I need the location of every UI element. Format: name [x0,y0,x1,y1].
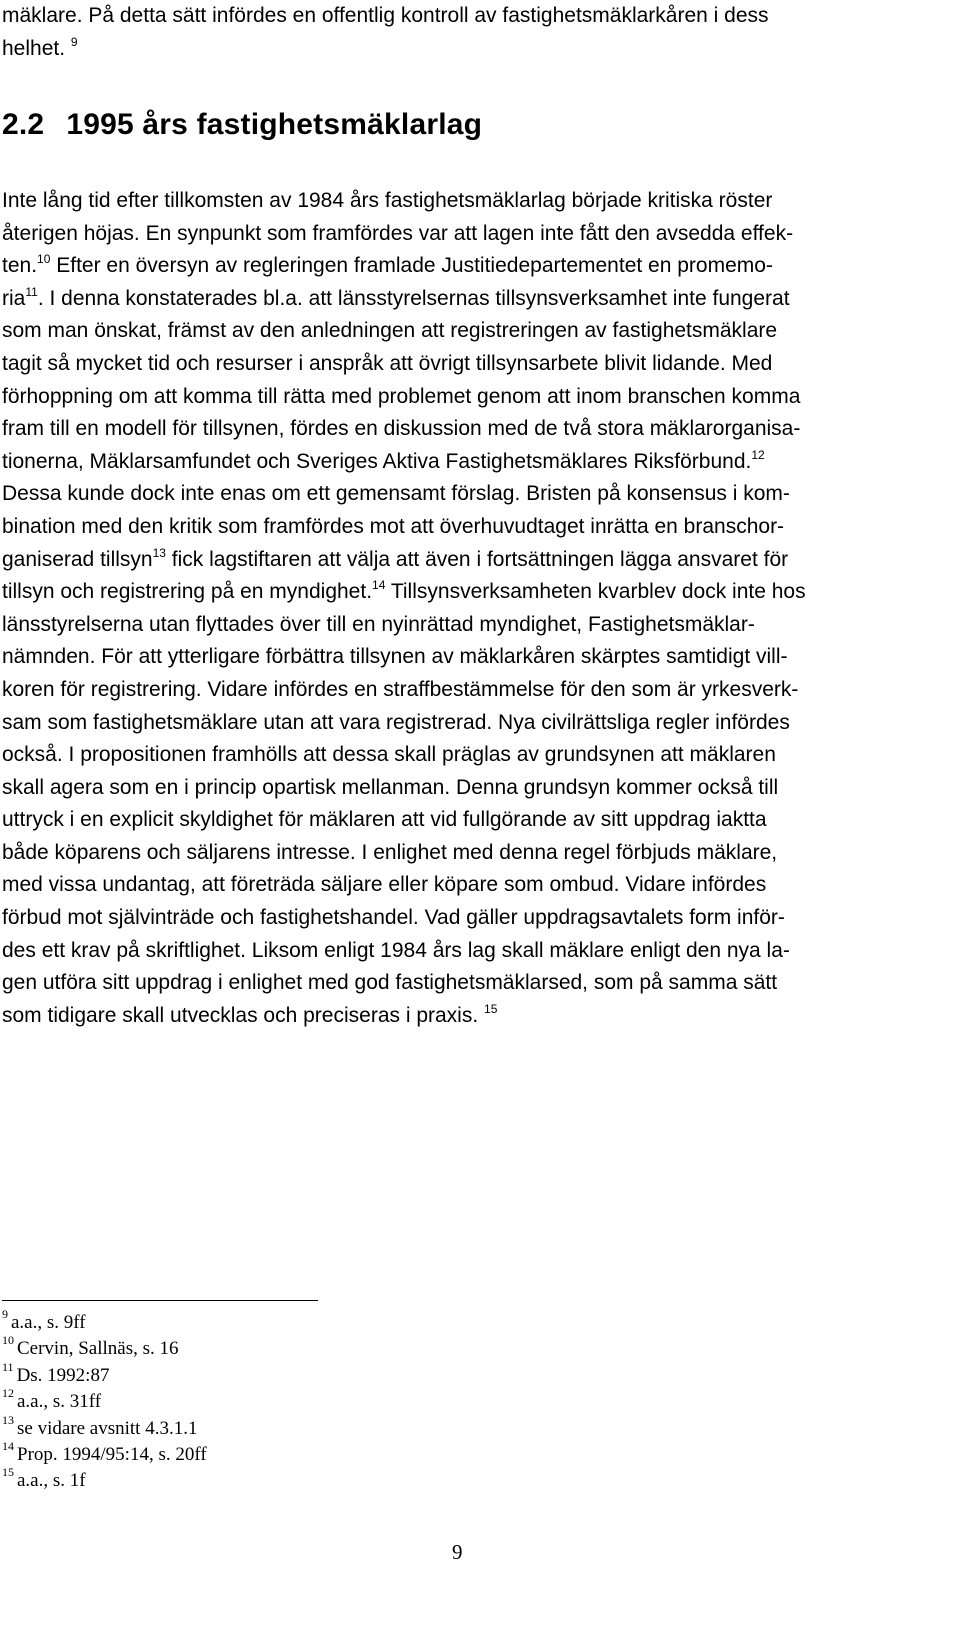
text-line: koren för registrering. Vidare infördes en straffbestämmelse för den som är yrkesverk- [2,677,799,701]
footnote-number: 12 [2,1386,14,1401]
footnote [2,1359,207,1389]
text-line: ganiserad tillsyn$^{13}$ fick lagstiftaren att välja att även i fortsättningen lägga ansvaret för [2,545,789,571]
footnote-text: Prop. 1994/95:14, s. 20ff [17,1444,207,1466]
footnote-text: Cervin, Sallnäs, s. 16 [17,1338,179,1360]
text-line: sam som fastighetsmäklare utan att vara registrerad. Nya civilrättsliga regler infördes [2,710,790,734]
text-line: återigen höjas. En synpunkt som framfördes var att lagen inte fått den avsedda effek- [2,221,794,245]
text-line: mäklare. På detta sätt infördes en offentlig kontroll av fastighetsmäklarkåren i dess [2,4,769,27]
footnote-number: 14 [2,1439,14,1454]
footnote-text: a.a., s. 31ff [17,1391,102,1413]
footnote [2,1307,207,1336]
footnote-ref[interactable]: 14 [372,578,386,593]
text-line: gen utföra sitt uppdrag i enlighet med god fastighetsmäklarsed, som på samma sätt [2,971,778,995]
footnote [2,1333,207,1362]
footnote-number: 11 [2,1359,14,1374]
text-line: tagit så mycket tid och resurser i anspråk att övrigt tillsynsarbete blivit lidande. Med [2,351,773,375]
text-line: tionerna, Mäklarsamfundet och Sveriges Aktiva Fastighetsmäklares Riksförbund.$^{12}$ [2,447,765,473]
text-line: nämnden. För att ytterligare förbättra tillsynen av mäklarkåren skärptes samtidigt vill- [2,645,788,669]
footnotes-list [2,1307,207,1495]
footnote-ref[interactable]: 9 [70,34,78,49]
footnote-number: 10 [2,1333,14,1348]
text-line: förbud mot självinträde och fastighetshandel. Vad gäller uppdragsavtalets form inför- [2,906,785,930]
text-line: också. I propositionen framhölls att dessa skall präglas av grundsynen att mäklaren [2,743,776,767]
footnote-text: a.a., s. 1f [17,1470,86,1492]
footnote-text: a.a., s. 9ff [11,1312,86,1333]
intro-text [2,0,769,65]
text-line: som tidigare skall utvecklas och preciseras i praxis. $^{15}$ [2,1001,498,1027]
footnote-ref[interactable]: 12 [751,447,765,462]
text-line: ria$^{11}$. I denna konstaterades bl.a. att länsstyrelsernas tillsynsverksamhet inte fungerat [2,284,790,310]
footnote [2,1465,207,1494]
footnote-number: 15 [2,1465,14,1480]
footnote-number: 9 [2,1307,8,1321]
text-line: uttryck i en explicit skyldighet för mäklaren att vid fullgörande av sitt uppdrag iaktta [2,808,767,832]
body-paragraph [2,185,806,1032]
text-line: både köparens och säljarens intresse. I enlighet med denna regel förbjuds mäklare, [2,840,778,864]
text-line: med vissa undantag, att företräda säljare eller köpare som ombud. Vidare infördes [2,873,767,897]
text-line: helhet. $^9$ [2,34,78,60]
footnote-ref[interactable]: 11 [25,284,38,299]
text-line: tillsyn och registrering på en myndighet.$^{14}$ Tillsynsverksamheten kvarblev dock inte hos [2,578,806,604]
footnote [2,1386,207,1415]
text-line: bination med den kritik som framfördes mot att överhuvudtaget inrätta en branschor- [2,514,785,538]
text-line: Inte lång tid efter tillkomsten av 1984 års fastighetsmäklarlag började kritiska röster [2,189,773,212]
footnote-ref[interactable]: 15 [484,1001,498,1016]
footnote [2,1412,207,1442]
footnote-separator [2,1300,318,1301]
text-line: Dessa kunde dock inte enas om ett gemensamt förslag. Bristen på konsensus i kom- [2,482,790,506]
footnote-ref[interactable]: 13 [152,545,166,560]
footnote-text: se vidare avsnitt 4.3.1.1 [17,1417,198,1439]
section-title: 1995 års fastighetsmäklarlag [66,108,483,141]
section-number: 2.2 [2,108,45,141]
footnote-text: Ds. 1992:87 [16,1364,110,1386]
footnote-number: 13 [2,1412,14,1427]
section-heading [2,108,482,142]
text-line: som man önskat, främst av den anledningen att registreringen av fastighetsmäklare [2,319,778,343]
text-line: förhoppning om att komma till rätta med problemet genom att inom branschen komma [2,384,801,408]
text-line: des ett krav på skriftlighet. Liksom enligt 1984 års lag skall mäklare enligt den nya la- [2,938,790,962]
text-line: länsstyrelserna utan flyttades över till en nyinrättad myndighet, Fastighetsmäklar- [2,612,755,636]
text-line: fram till en modell för tillsynen, fördes en diskussion med de två stora mäklarorganisa- [2,417,801,441]
page-number: 9 [452,1540,463,1564]
text-line: skall agera som en i princip opartisk mellanman. Denna grundsyn kommer också till [2,775,779,799]
text-line: ten.$^{10}$ Efter en översyn av regleringen framlade Justitiedepartementet en promemo- [2,252,773,278]
footnote-ref[interactable]: 10 [37,252,51,267]
footnote [2,1439,207,1468]
